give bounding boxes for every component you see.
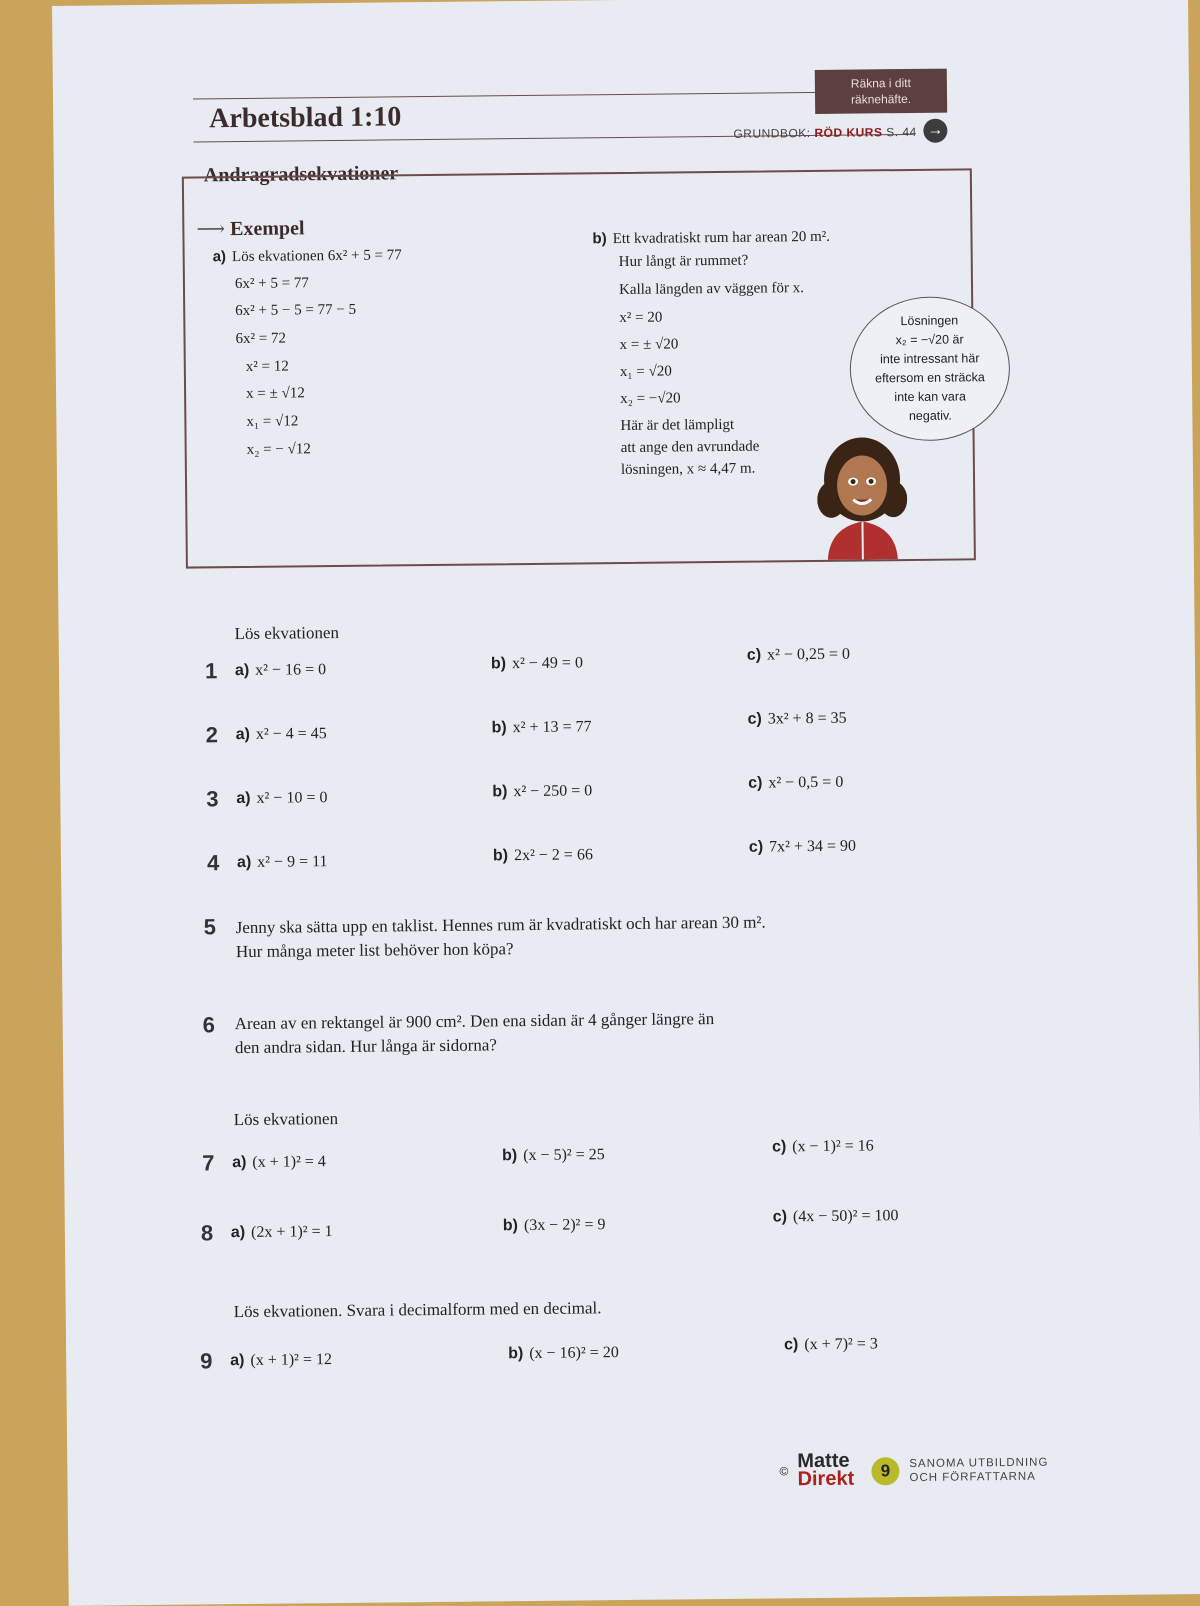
part-equation: (x + 1)² = 4 [252, 1153, 326, 1171]
part-label: b) [502, 1147, 518, 1165]
exercise-number: 7 [202, 1150, 215, 1176]
part-equation: 2x² − 2 = 66 [513, 846, 593, 865]
exercise-part-b [492, 718, 592, 737]
part-equation: x² − 0,5 = 0 [768, 773, 844, 792]
instruction-text: Lös ekvationen [233, 1109, 339, 1130]
speech-bubble [849, 296, 1010, 442]
part-label: c) [772, 1208, 788, 1226]
part-label: c) [748, 838, 764, 856]
exercise-number: 2 [205, 722, 219, 748]
exercise-part-c [772, 1137, 874, 1156]
publisher-line: OCH FÖRFATTARNA [909, 1470, 1036, 1485]
exercise-part-a [237, 853, 328, 872]
bubble-line: inte kan vara [894, 389, 967, 405]
example-a-step: x² = 12 [245, 358, 289, 375]
arrow-icon: ⟶ [196, 218, 226, 241]
part-label: a) [234, 661, 250, 680]
logo-matte: Matte [797, 1449, 850, 1473]
part-equation: x² − 10 = 0 [256, 789, 328, 807]
example-box [182, 168, 985, 568]
part-label: a) [235, 725, 250, 744]
example-a-step: 6x² = 72 [235, 330, 287, 348]
part-label: c) [746, 646, 762, 664]
part-label: b) [508, 1345, 524, 1363]
part-label: c) [784, 1336, 799, 1354]
part-label: a) [230, 1223, 246, 1242]
exercise-number: 9 [200, 1348, 213, 1374]
example-a-text: Lös ekvationen 6x² + 5 = 77 [231, 247, 402, 266]
bubble-line: eftersom en sträcka [875, 370, 985, 386]
part-label: a) [236, 853, 252, 872]
exercise-part-b [503, 1216, 606, 1235]
bubble-line: negativ. [908, 408, 952, 423]
example-b-note: att ange den avrundade [620, 438, 760, 457]
exercise-part-c [748, 774, 843, 793]
example-b-step: x = ± √20 [619, 336, 679, 354]
part-equation: x² − 16 = 0 [255, 661, 327, 679]
part-equation: (x + 7)² = 3 [804, 1335, 878, 1354]
exercise-row [61, 837, 1161, 882]
bubble-line: Lösningen [900, 313, 959, 329]
part-equation: x² − 9 = 11 [257, 853, 328, 871]
exercise-part-b [508, 1344, 619, 1363]
part-equation: (2x + 1)² = 1 [251, 1223, 333, 1241]
part-label: b) [502, 1217, 519, 1235]
publisher-text [909, 1455, 1109, 1485]
part-equation: (x + 1)² = 12 [250, 1351, 333, 1369]
exercise-part-b [493, 846, 593, 865]
problem-number: 6 [202, 1012, 216, 1038]
exercise-part-b [492, 782, 592, 801]
logo-nine-badge: 9 [871, 1457, 899, 1485]
part-equation: x² − 250 = 0 [513, 782, 593, 801]
example-b-step: x₁ = √20 [619, 363, 672, 381]
example-a-label: a) [212, 248, 227, 266]
exercise-row [65, 1207, 1165, 1252]
part-label: b) [492, 847, 509, 865]
example-a-step: 6x² + 5 − 5 = 77 − 5 [235, 301, 357, 320]
part-label: a) [232, 1153, 247, 1172]
grundbok-page: S. 44 [882, 124, 917, 140]
part-equation: x² − 4 = 45 [255, 725, 327, 743]
publisher-line: SANOMA UTBILDNING [909, 1456, 1049, 1471]
exercise-part-c [747, 710, 846, 729]
example-b-line1: Ett kvadratiskt rum har arean 20 m². [612, 228, 831, 248]
exercise-row [59, 645, 1159, 690]
example-heading [196, 215, 304, 241]
exercise-part-c [784, 1335, 878, 1354]
problem-line: Arean av en rektangel är 900 cm². Den ena sidan är 4 gånger längre än [234, 1009, 715, 1034]
exercise-part-a [230, 1351, 332, 1370]
part-label: a) [236, 789, 251, 808]
exercise-part-b [502, 1146, 605, 1165]
problem-line: den andra sidan. Hur långa är sidorna? [234, 1035, 498, 1058]
arrow-right-icon: → [923, 119, 947, 143]
example-a-step: x = ± √12 [246, 385, 305, 402]
example-b-line2: Hur långt är rummet? [618, 252, 749, 271]
tag-line-1: Räkna i ditt [850, 75, 911, 91]
instruction-tag [815, 69, 947, 114]
exercise-part-c [773, 1207, 899, 1226]
part-equation: (4x − 50)² = 100 [792, 1207, 899, 1226]
worksheet-page [52, 0, 1200, 1606]
part-equation: (x − 1)² = 16 [792, 1137, 874, 1156]
problem-number: 5 [203, 914, 217, 940]
exercise-number: 1 [204, 658, 218, 684]
copyright-symbol: © [779, 1464, 789, 1479]
exercise-part-a [236, 725, 327, 744]
problem-6-text [235, 1007, 715, 1060]
exercise-number: 4 [206, 850, 220, 876]
example-b-step: x₂ = −√20 [620, 390, 681, 408]
part-label: b) [492, 783, 508, 801]
part-label: c) [748, 774, 763, 792]
girl-illustration [817, 429, 908, 560]
exercise-part-c [747, 646, 850, 665]
instruction-text: Lös ekvationen. Svara i decimalform med en decimal. [233, 1298, 602, 1322]
exercise-row [64, 1137, 1164, 1182]
part-equation: x² − 0,25 = 0 [767, 645, 851, 664]
part-equation: 3x² + 8 = 35 [767, 709, 847, 728]
problem-5-text [236, 911, 767, 965]
tag-line-2: räknehäfte. [850, 91, 912, 107]
bubble-line: x₂ = −√20 är [895, 332, 964, 348]
part-equation: (x − 16)² = 20 [529, 1344, 619, 1363]
part-equation: (3x − 2)² = 9 [523, 1216, 606, 1235]
example-b-note: Här är det lämpligt [620, 416, 735, 435]
part-equation: 7x² + 34 = 90 [769, 837, 857, 856]
exercise-number: 8 [200, 1220, 214, 1246]
instruction-text: Lös ekvationen [234, 622, 340, 644]
part-equation: (x − 5)² = 25 [523, 1146, 605, 1165]
exercise-part-a [232, 1153, 326, 1172]
problem-line: Jenny ska sätta upp en taklist. Hennes rum är kvadratiskt och har arean 30 m². [235, 912, 766, 938]
example-a-step: x₁ = √12 [246, 413, 299, 430]
exercise-part-b [491, 654, 583, 673]
example-b-line3: Kalla längden av väggen för x. [618, 280, 805, 299]
part-label: a) [230, 1352, 245, 1370]
bubble-line: inte intressant här [880, 351, 980, 367]
grundbok-reference [733, 125, 917, 141]
grundbok-course: RÖD KURS [814, 125, 883, 140]
example-a-step: x₂ = − √12 [246, 441, 311, 458]
grundbok-prefix: GRUNDBOK: [733, 125, 815, 141]
example-a-question [213, 246, 402, 266]
example-b-step: x² = 20 [619, 309, 663, 327]
problem-line: Hur många meter list behöver hon köpa? [235, 939, 514, 962]
exercise-part-a [236, 789, 327, 808]
part-label: c) [747, 710, 762, 728]
part-label: b) [490, 655, 507, 673]
example-b-label: b) [592, 230, 607, 248]
part-equation: x² − 49 = 0 [511, 654, 583, 673]
exercise-row [60, 773, 1160, 818]
part-label: b) [491, 719, 507, 737]
exercise-row [66, 1335, 1166, 1380]
page-title: Arbetsblad 1:10 [209, 101, 402, 135]
logo-direkt: Direkt [797, 1467, 855, 1491]
exercise-number: 3 [206, 786, 219, 812]
example-a-step: 6x² + 5 = 77 [234, 275, 309, 293]
example-b-question [592, 228, 830, 248]
section-title: Andragradsekvationer [203, 162, 399, 187]
exercise-part-c [749, 838, 856, 857]
exercise-row [60, 709, 1160, 754]
exercise-part-a [235, 661, 326, 680]
example-heading-text: Exempel [229, 217, 305, 241]
exercise-part-a [231, 1223, 333, 1242]
part-equation: x² + 13 = 77 [512, 718, 592, 737]
part-label: c) [771, 1138, 787, 1156]
example-b-note: lösningen, x ≈ 4,47 m. [620, 460, 756, 479]
matte-direkt-logo [797, 1449, 855, 1491]
